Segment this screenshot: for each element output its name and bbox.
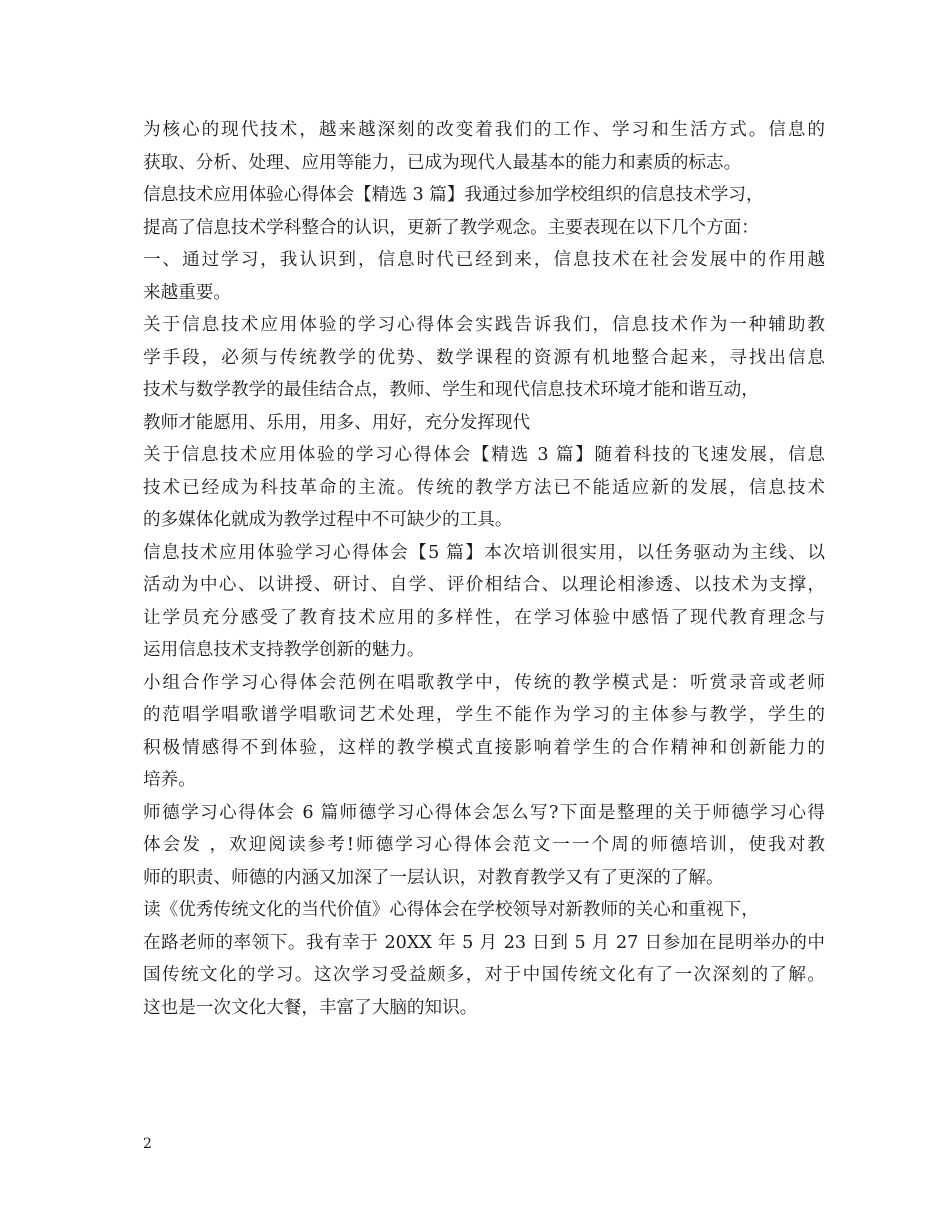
text-line: 技术与数学教学的最佳结合点，教师、学生和现代信息技术环境才能和谐互动， (143, 380, 759, 400)
text-line: 让学员充分感受了教育技术应用的多样性，在学习体验中感悟了现代教育理念与 (143, 607, 825, 628)
text-line: 体会发 ，欢迎阅读参考!师德学习心得体会范文一一个周的师德培训，使我对教 (143, 835, 825, 855)
text-line: 获取、分析、处理、应用等能力，已成为现代人最基本的能力和素质的标志。 (143, 152, 742, 173)
text-line: 师的职责、师德的内涵又加深了一层认识，对教育教学又有了更深的了解。 (143, 867, 724, 888)
text-line: 运用信息技术支持教学创新的魅力。 (143, 640, 425, 660)
text-line: 信息技术应用体验学习心得体会【5 篇】本次培训很实用，以任务驱动为主线、以 (143, 542, 825, 563)
text-line: 关于信息技术应用体验的学习心得体会实践告诉我们，信息技术作为一种辅助教 (143, 315, 825, 335)
text-line: 培养。 (143, 770, 196, 790)
text-line: 积极情感得不到体验，这样的教学模式直接影响着学生的合作精神和创新能力的 (143, 737, 825, 758)
text-line: 一、通过学习，我认识到，信息时代已经到来，信息技术在社会发展中的作用越 (143, 250, 825, 270)
text-line: 教师才能愿用、乐用，用多、用好，充分发挥现代 (143, 412, 531, 433)
text-line: 提高了信息技术学科整合的认识，更新了教学观念。主要表现在以下几个方面： (143, 217, 759, 238)
text-line: 学手段，必须与传统教学的优势、数学课程的资源有机地整合起来，寻找出信息 (143, 347, 825, 368)
text-line: 在路老师的率领下。我有幸于 20XX 年 5 月 23 日到 5 月 27 日参加在昆明举办的中 (143, 932, 825, 953)
text-line: 读《优秀传统文化的当代价值》心得体会在学校领导对新教师的关心和重视下， (143, 900, 759, 920)
text-line: 活动为中心、以讲授、研讨、自学、评价相结合、以理论相渗透、以技术为支撑， (143, 575, 825, 595)
text-line: 来越重要。 (143, 282, 231, 303)
document-text-body (143, 114, 825, 1024)
text-line: 技术已经成为科技革命的主流。传统的教学方法已不能适应新的发展，信息技术 (143, 477, 825, 498)
text-line: 小组合作学习心得体会范例在唱歌教学中，传统的教学模式是：听赏录音或老师 (143, 672, 825, 693)
text-line: 信息技术应用体验心得体会【精选 3 篇】我通过参加学校组织的信息技术学习， (143, 185, 764, 205)
text-line: 师德学习心得体会 6 篇师德学习心得体会怎么写?下面是整理的关于师德学习心得 (143, 802, 825, 823)
text-line: 的范唱学唱歌谱学唱歌词艺术处理，学生不能作为学习的主体参与教学，学生的 (143, 705, 825, 725)
text-line: 关于信息技术应用体验的学习心得体会【精选 3 篇】随着科技的飞速发展，信息 (143, 445, 825, 465)
text-line: 国传统文化的学习。这次学习受益颇多，对于中国传统文化有了一次深刻的了解。 (143, 965, 825, 985)
text-line: 的多媒体化就成为教学过程中不可缺少的工具。 (143, 510, 513, 530)
text-line: 这也是一次文化大餐，丰富了大脑的知识。 (143, 997, 478, 1018)
page-number: 2 (143, 1136, 152, 1152)
text-line: 为核心的现代技术，越来越深刻的改变着我们的工作、学习和生活方式。信息的 (143, 120, 825, 140)
